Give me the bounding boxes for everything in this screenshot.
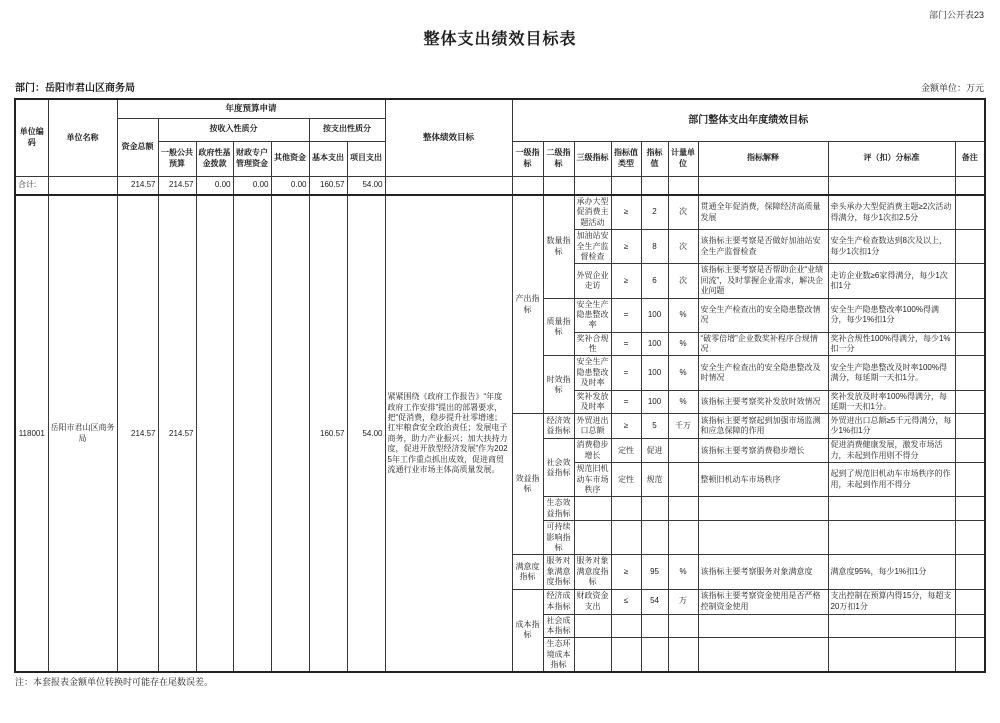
body-cell (611, 638, 641, 673)
body-cell (574, 521, 611, 555)
header-cell: 一般公共预算 (158, 141, 196, 176)
body-cell (955, 589, 985, 614)
body-cell: 安全生产检查数达到8次及以上，每少1次扣1分 (828, 230, 955, 264)
body-cell: 起到了规范旧机动车市场秩序的作用，未起到作用不得分 (828, 463, 955, 497)
header-cell: 部门整体支出年度绩效目标 (512, 99, 985, 141)
body-cell: 安全生产检查出的安全隐患整改及时情况 (698, 356, 828, 390)
body-cell (955, 230, 985, 264)
body-cell: 促进 (641, 439, 668, 463)
body-cell (668, 521, 698, 555)
body-cell: 100 (641, 298, 668, 332)
body-cell (668, 614, 698, 638)
body-cell: 财政资金支出 (574, 589, 611, 614)
body-cell: 整顿旧机动车市场秩序 (698, 463, 828, 497)
body-cell: 安全生产检查出的安全隐患整改情况 (698, 298, 828, 332)
page-title: 整体支出绩效目标表 (423, 31, 577, 48)
total-cell: 合计: (15, 176, 48, 195)
body-cell: 承办大型促消费主题活动 (574, 195, 611, 230)
header-cell: 评（扣）分标准 (828, 141, 955, 176)
body-cell (955, 332, 985, 356)
body-cell: 安全生产隐患整改率100%得满分，每少1%扣1分 (828, 298, 955, 332)
body-cell: 该指标主要考察奖补发放时效情况 (698, 390, 828, 414)
body-cell: 成本指标 (512, 589, 543, 672)
body-cell (955, 521, 985, 555)
total-cell: 54.00 (347, 176, 385, 195)
body-cell: 规范 (641, 463, 668, 497)
body-cell (955, 298, 985, 332)
body-cell (668, 638, 698, 673)
header-cell: 财政专户管理资金 (233, 141, 271, 176)
header-cell: 其他资金 (271, 141, 309, 176)
body-cell: 外贸进出口总额≥5千元得满分，每少1%扣1分 (828, 414, 955, 439)
total-cell: 0.00 (196, 176, 233, 195)
total-cell (574, 176, 611, 195)
header-cell: 指标解释 (698, 141, 828, 176)
body-cell: 160.57 (309, 195, 347, 672)
body-cell: ≥ (611, 195, 641, 230)
body-cell (828, 521, 955, 555)
total-cell (641, 176, 668, 195)
body-cell: 消费稳步增长 (574, 439, 611, 463)
header-row (15, 99, 985, 118)
footnote: 注：本套报表金额单位转换时可能存在尾数误差。 (15, 677, 214, 688)
body-cell: 奖补合规性 (574, 332, 611, 356)
body-cell: 服务对象满意度指标 (574, 555, 611, 589)
body-cell (955, 638, 985, 673)
body-cell: ≥ (611, 414, 641, 439)
body-cell: 外贸进出口总额 (574, 414, 611, 439)
body-cell: 紧紧围绕《政府工作报告》“年度政府工作安排”提出的部署要求，把“促消费，稳步提升社零增速；扛牢粮食安全政治责任；发展电子商务，助力产业振兴；加大扶持力度，促进开放型经济发展”作为2025年工作重点抓出成效，促进商贸流通行业市场主体高质量发展。 (385, 195, 512, 672)
body-cell (574, 497, 611, 521)
body-cell: 该指标主要考察起到加强市场监测和应急保障的作用 (698, 414, 828, 439)
body-cell: 牵头承办大型促消费主题≥2次活动得满分，每少1次扣2.5分 (828, 195, 955, 230)
body-cell: 外贸企业走访 (574, 264, 611, 298)
total-cell: 160.57 (309, 176, 347, 195)
body-cell (668, 439, 698, 463)
body-cell: 6 (641, 264, 668, 298)
total-cell: 214.57 (158, 176, 196, 195)
header-cell: 指标值 (641, 141, 668, 176)
body-cell: “破零倍增”企业数奖补程序合规情况 (698, 332, 828, 356)
header-cell: 整体绩效目标 (385, 99, 512, 176)
total-cell (668, 176, 698, 195)
body-cell: 100 (641, 390, 668, 414)
body-cell: 规范旧机动车市场秩序 (574, 463, 611, 497)
department-label: 部门：岳阳市君山区商务局 (15, 83, 135, 94)
body-cell (828, 497, 955, 521)
body-cell (955, 195, 985, 230)
body-cell: 奖补合规性100%得满分，每少1%扣一分 (828, 332, 955, 356)
body-cell: 该指标主要考察消费稳步增长 (698, 439, 828, 463)
corner-form-number: 部门公开表23 (928, 10, 984, 20)
body-cell: 214.57 (117, 195, 158, 672)
total-cell (48, 176, 117, 195)
body-cell: 95 (641, 555, 668, 589)
body-cell: 214.57 (158, 195, 196, 672)
header-cell: 按支出性质分 (309, 118, 385, 141)
body-cell (668, 463, 698, 497)
body-cell: 次 (668, 230, 698, 264)
body-cell (641, 638, 668, 673)
body-cell: 时效指标 (543, 356, 574, 414)
body-cell: 5 (641, 414, 668, 439)
body-cell: 走访企业数≥6家得满分，每少1次扣1分 (828, 264, 955, 298)
header-cell: 单位名称 (48, 99, 117, 176)
performance-table (14, 98, 986, 673)
body-cell: ≥ (611, 264, 641, 298)
body-cell: 该指标主要考察服务对象满意度 (698, 555, 828, 589)
body-cell (611, 521, 641, 555)
body-cell: 万 (668, 589, 698, 614)
total-cell: 214.57 (117, 176, 158, 195)
body-cell: 定性 (611, 463, 641, 497)
body-cell (611, 497, 641, 521)
header-cell: 政府性基金拨款 (196, 141, 233, 176)
body-cell (955, 555, 985, 589)
header-cell: 单位编码 (15, 99, 48, 176)
body-cell (574, 638, 611, 673)
header-cell: 三级指标 (574, 141, 611, 176)
body-cell (698, 521, 828, 555)
body-cell (828, 614, 955, 638)
body-cell (955, 264, 985, 298)
body-cell (955, 390, 985, 414)
body-cell (233, 195, 271, 672)
body-cell (955, 614, 985, 638)
header-cell: 一级指标 (512, 141, 543, 176)
body-cell: 支出控制在预算内得15分，每超支20万扣1分 (828, 589, 955, 614)
body-cell: 贯通全年促消费，保障经济高质量发展 (698, 195, 828, 230)
body-cell: = (611, 332, 641, 356)
body-cell (641, 521, 668, 555)
body-cell (698, 497, 828, 521)
body-cell: 生态环境成本指标 (543, 638, 574, 673)
body-cell (955, 463, 985, 497)
body-cell: 数量指标 (543, 195, 574, 298)
body-cell: 该指标主要考察是否帮助企业“业绩回流”，及时掌握企业需求，解决企业问题 (698, 264, 828, 298)
table-row (15, 176, 985, 195)
body-cell: 生态效益指标 (543, 497, 574, 521)
body-cell: 该指标主要考察资金使用是否严格控制资金使用 (698, 589, 828, 614)
total-cell (828, 176, 955, 195)
body-cell: 社会效益指标 (543, 439, 574, 497)
meta-row (15, 79, 984, 94)
header-cell: 二级指标 (543, 141, 574, 176)
body-cell: 安全生产隐患整改率 (574, 298, 611, 332)
body-cell: 效益指标 (512, 414, 543, 555)
body-cell (271, 195, 309, 672)
body-cell: = (611, 298, 641, 332)
body-cell: 安全生产隐患整改及时率 (574, 356, 611, 390)
body-cell: 可持续影响指标 (543, 521, 574, 555)
body-cell: 奖补发放及时率 (574, 390, 611, 414)
body-cell: 安全生产隐患整改及时率100%得满分，每延期一天扣1分。 (828, 356, 955, 390)
body-cell: % (668, 356, 698, 390)
body-cell: = (611, 390, 641, 414)
body-cell (611, 614, 641, 638)
body-cell: 质量指标 (543, 298, 574, 356)
body-cell (955, 414, 985, 439)
body-cell (955, 497, 985, 521)
body-cell: 奖补发放及时率100%得满分，每延期一天扣1分。 (828, 390, 955, 414)
total-cell (385, 176, 512, 195)
body-cell: 54 (641, 589, 668, 614)
body-cell: 8 (641, 230, 668, 264)
body-cell: 118001 (15, 195, 48, 672)
total-cell (611, 176, 641, 195)
body-cell (955, 356, 985, 390)
header-cell: 项目支出 (347, 141, 385, 176)
body-cell: 2 (641, 195, 668, 230)
body-cell: = (611, 356, 641, 390)
body-cell: 该指标主要考察是否做好加油站安全生产监督检查 (698, 230, 828, 264)
body-cell: 100 (641, 356, 668, 390)
body-cell: ≥ (611, 555, 641, 589)
body-cell: 经济成本指标 (543, 589, 574, 614)
body-cell: 经济效益指标 (543, 414, 574, 439)
body-cell: 促进消费健康发展，激发市场活力，未起到作用则不得分 (828, 439, 955, 463)
body-cell (574, 614, 611, 638)
body-cell: ≥ (611, 230, 641, 264)
body-cell (955, 439, 985, 463)
body-cell: 产出指标 (512, 195, 543, 414)
body-cell: 加油站安全生产监督检查 (574, 230, 611, 264)
header-cell: 年度预算申请 (117, 99, 385, 118)
body-cell: 社会成本指标 (543, 614, 574, 638)
body-cell (828, 638, 955, 673)
total-cell (698, 176, 828, 195)
body-cell (698, 614, 828, 638)
table-row (15, 195, 985, 230)
body-cell: 次 (668, 195, 698, 230)
body-cell: 满意度95%，每少1%扣1分 (828, 555, 955, 589)
body-cell: % (668, 332, 698, 356)
body-cell (641, 614, 668, 638)
body-cell (668, 497, 698, 521)
body-cell: % (668, 555, 698, 589)
body-cell: 54.00 (347, 195, 385, 672)
body-cell: 服务对象满意度指标 (543, 555, 574, 589)
total-cell: 0.00 (271, 176, 309, 195)
amount-unit-label: 金额单位：万元 (920, 83, 984, 93)
header-cell: 备注 (955, 141, 985, 176)
body-cell: 次 (668, 264, 698, 298)
body-cell: 满意度指标 (512, 555, 543, 589)
body-cell (196, 195, 233, 672)
body-cell: % (668, 390, 698, 414)
body-cell: 100 (641, 332, 668, 356)
body-cell (641, 497, 668, 521)
header-cell: 基本支出 (309, 141, 347, 176)
header-cell: 计量单位 (668, 141, 698, 176)
total-cell (955, 176, 985, 195)
total-cell (512, 176, 543, 195)
total-cell (543, 176, 574, 195)
body-cell: 岳阳市君山区商务局 (48, 195, 117, 672)
header-cell: 指标值类型 (611, 141, 641, 176)
header-cell: 资金总额 (117, 118, 158, 176)
total-cell: 0.00 (233, 176, 271, 195)
body-cell: % (668, 298, 698, 332)
body-cell: 千万 (668, 414, 698, 439)
body-cell: 定性 (611, 439, 641, 463)
body-cell: ≤ (611, 589, 641, 614)
body-cell (698, 638, 828, 673)
header-cell: 按收入性质分 (158, 118, 309, 141)
